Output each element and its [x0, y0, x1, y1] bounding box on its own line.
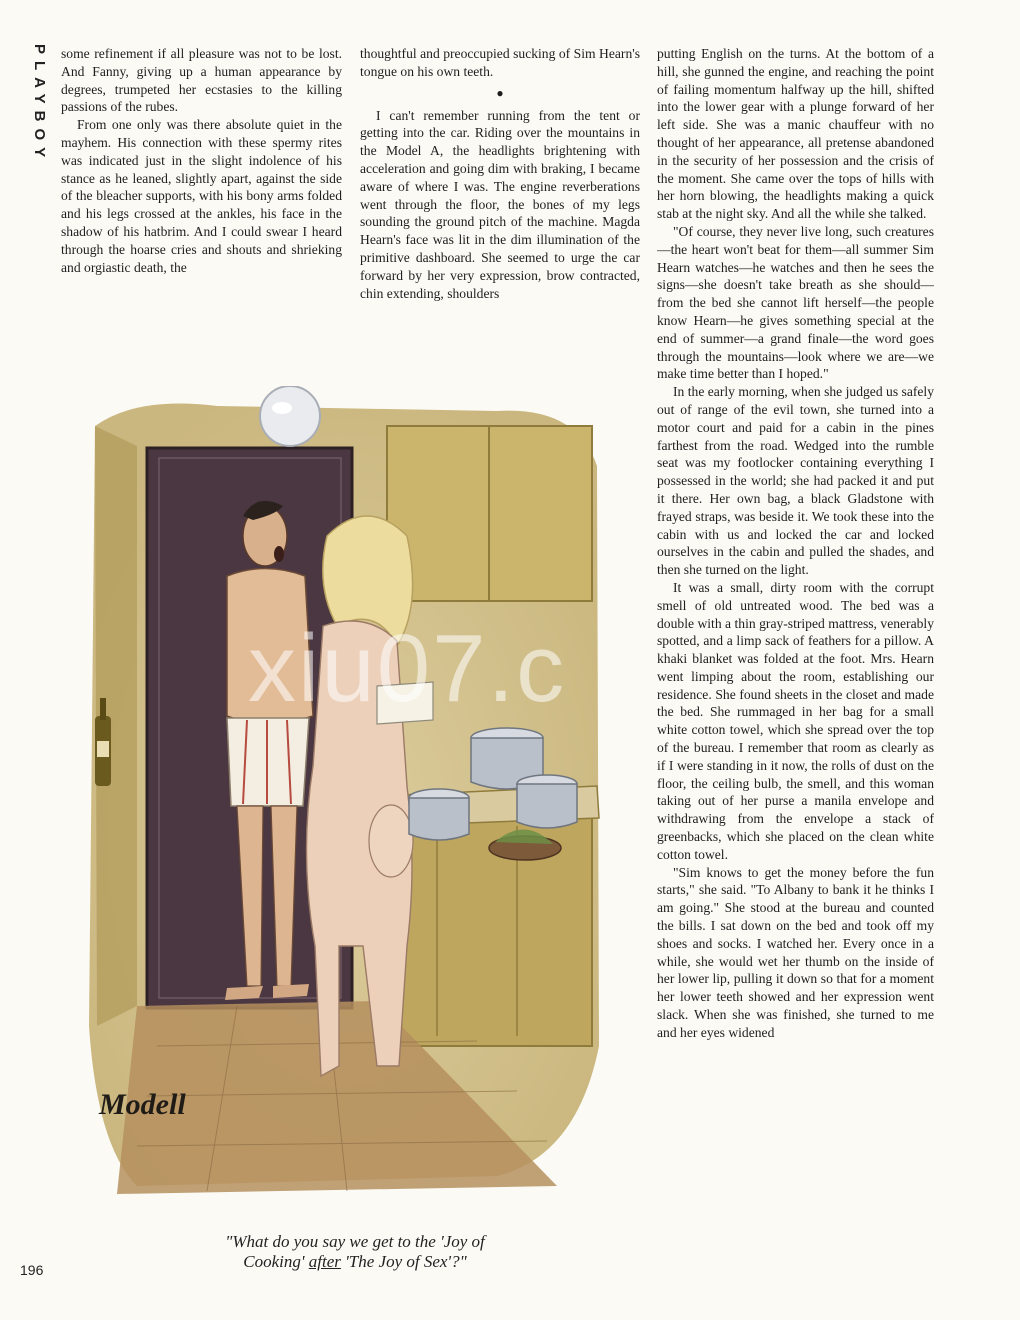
- caption-line-2a: Cooking': [243, 1252, 309, 1271]
- page-number: 196: [20, 1262, 44, 1278]
- artist-signature: Modell: [99, 1088, 186, 1121]
- text-column-3: [657, 45, 934, 1285]
- paragraph: It was a small, dirty room with the corrupt smell of old untreated wood. The bed was a double with a thin gray-striped mattress, venerably spotted, and a limp sack of feathers for a pillow. A khaki blanket was folded at the foot. Mrs. Hearn went limping about the room, establishing our residence. She found sheets in the closet and made the bed. She rummaged in her bag for a small white cotton towel, which she spread over the top of the bureau. I remember that room as clearly as if I were standing in it now, the rolls of dust on the floor, the ceiling bulb, the smell, and this woman taking out of her purse a manila envelope and withdrawing from the envelope a stack of greenbacks, which she placed on the clean white cotton towel.: [657, 579, 934, 862]
- caption-line-2b: 'The Joy of Sex'?": [340, 1252, 467, 1271]
- cartoon-illustration: [77, 386, 605, 1222]
- text-column-1: [61, 45, 342, 276]
- caption-line-1: "What do you say we get to the 'Joy of: [225, 1232, 485, 1251]
- paragraph: I can't remember running from the tent or getting into the car. Riding over the mountains in the Model A, the headlights brightening with acceleration and going dim with braking, I became aware of where I was. The engine reverberations went through the floor, the bones of my legs sounding the ground pitch of the machine. Magda Hearn's face was lit in the dim illumination of the primitive dashboard. She seemed to urge the car forward by her very expression, brow contracted, chin extending, shoulders: [360, 107, 640, 301]
- paragraph: thoughtful and preoccupied sucking of Sim Hearn's tongue on his own teeth.: [360, 46, 640, 79]
- watermark: xiu07.c: [248, 615, 567, 722]
- paragraph: "Sim knows to get the money before the fun starts," she said. "To Albany to bank it he thinks I am going." She stood at the bureau and counted the bills. I sat down on the bed and took off my shoes and socks. I watched her. Every once in a while, she would wet her thumb on the inside of her lower lip, pulling it down so that for a moment her lower teeth showed and her expression went slack. When she was finished, she turned to me and her eyes widened: [657, 864, 934, 1040]
- caption-line-2-underlined: after: [308, 1252, 341, 1271]
- paragraph: putting English on the turns. At the bottom of a hill, she gunned the engine, and reaching the point of failing momentum halfway up the hill, shifted into the lower gear with a plunge forward of her left side. She was a manic chauffeur with no thought of her appearance, all pretense abandoned in the security of her possession and the crisis of the moment. She came over the tops of hills with her horn blowing, the headlights making a quick stab at the night sky. And all the while she talked.: [657, 46, 934, 222]
- paragraph: In the early morning, when she judged us safely out of range of the evil town, she turned into a motor court and paid for a cabin in the pines farthest from the road. Wedged into the rumble seat was my footlocker containing everything I possessed in the world; she had packed it and put it there. Her own bag, a black Gladstone with frayed straps, was beside it. We took these into the cabin with us and locked the car and locked ourselves in the cabin and pulled the shades, and then she turned on the light.: [657, 384, 934, 578]
- section-break-mark: ●: [496, 85, 504, 100]
- cartoon-caption: [150, 1232, 560, 1272]
- masthead: PLAYBOY: [31, 44, 48, 165]
- text-column-2: [360, 45, 640, 302]
- paragraph: some refinement if all pleasure was not to be lost. And Fanny, giving up a human appearance by degrees, trumpeted her ecstasies to the killing passions of the rubes.: [61, 46, 342, 115]
- paragraph: From one only was there absolute quiet in the mayhem. His connection with these spermy rites was indicated just in the slight indolence of his stance as he leaned, slightly apart, against the side of the bleacher supports, with his bony arms folded and his legs crossed at the ankles, his face in the shadow of his hatbrim. And I could swear I heard through the hoarse cries and shouts and shrieking and orgiastic death, the: [61, 117, 342, 275]
- paragraph: "Of course, they never live long, such creatures—the heart won't beat for them—all summer Sim Hearn watches—he watches and then he sees the signs—she doesn't take breath as she should—from the bed she cannot lift herself—the people know Hearn—he gives something special at the end of summer—a grand finale—the word goes through the mountains—look where we are—we make time better than I hoped.": [657, 223, 934, 382]
